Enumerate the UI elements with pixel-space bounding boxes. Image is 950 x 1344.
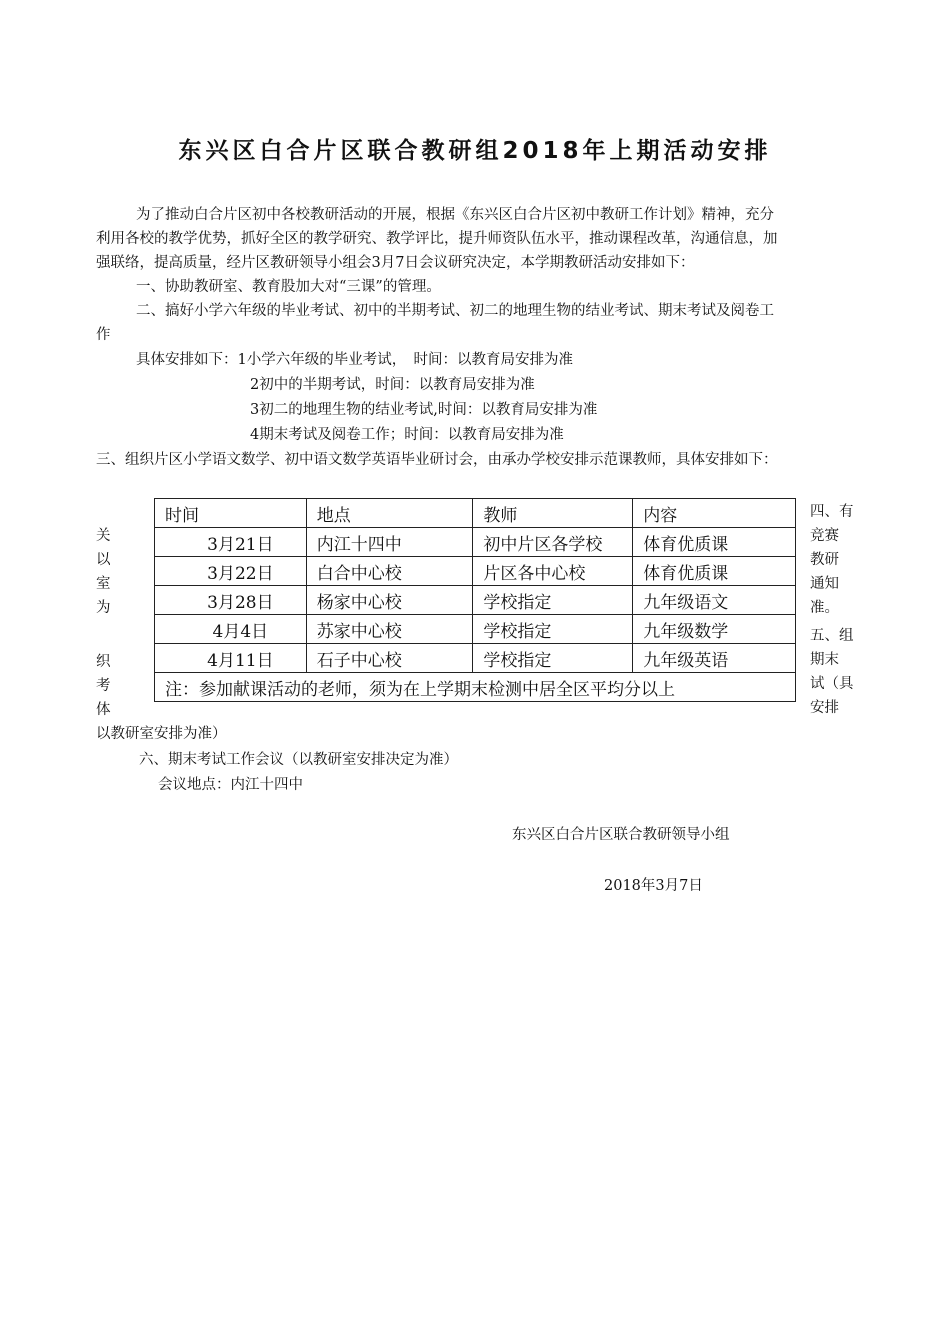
document-title: 东兴区白合片区联合教研组2018年上期活动安排 — [178, 138, 772, 164]
location-cell: 苏家中心校 — [306, 615, 473, 644]
table-header-row — [155, 499, 796, 528]
table-row — [155, 557, 796, 586]
teacher-cell: 初中片区各学校 — [473, 528, 633, 557]
teacher-cell: 学校指定 — [473, 586, 633, 615]
left-fragment: 考 — [96, 678, 111, 694]
right-fragment: 教研 — [810, 552, 839, 568]
signature: 东兴区白合片区联合教研领导小组 — [512, 827, 730, 843]
table-row — [155, 528, 796, 557]
arrangement-lead: 具体安排如下：1小学六年级的毕业考试， 时间：以教育局安排为准 — [136, 352, 573, 368]
header-cell: 内容 — [633, 499, 796, 528]
left-fragment: 以 — [96, 552, 111, 568]
date-cell: 3月21日 — [155, 528, 307, 557]
left-fragment: 关 — [96, 528, 111, 544]
content-cell: 九年级英语 — [633, 644, 796, 673]
content-cell: 体育优质课 — [633, 528, 796, 557]
intro-line-2: 利用各校的教学优势，抓好全区的教学研究、教学评比，提升师资队伍水平，推动课程改革，沟通信息，加 — [96, 231, 778, 247]
intro-line-3: 强联络，提高质量，经片区教研领导小组会3月7日会议研究决定，本学期教研活动安排如下： — [96, 255, 695, 271]
teacher-cell: 学校指定 — [473, 644, 633, 673]
right-fragment: 五、组 — [810, 628, 854, 644]
content-cell: 九年级数学 — [633, 615, 796, 644]
right-fragment: 安排 — [810, 700, 839, 716]
location-cell: 杨家中心校 — [306, 586, 473, 615]
header-cell: 教师 — [473, 499, 633, 528]
left-fragment: 为 — [96, 600, 111, 616]
left-fragment: 室 — [96, 576, 111, 592]
location-cell: 石子中心校 — [306, 644, 473, 673]
arrangement-4: 4期末考试及阅卷工作；时间：以教育局安排为准 — [250, 427, 564, 443]
intro-line-1: 为了推动白合片区初中各校教研活动的开展，根据《东兴区白合片区初中教研工作计划》精神，充分 — [136, 207, 774, 223]
teacher-cell: 片区各中心校 — [473, 557, 633, 586]
content-cell: 体育优质课 — [633, 557, 796, 586]
right-fragment: 试（具 — [810, 676, 854, 692]
date-cell: 4月11日 — [155, 644, 307, 673]
left-fragment: 体 — [96, 702, 111, 718]
table-row — [155, 644, 796, 673]
header-cell: 地点 — [306, 499, 473, 528]
meeting-location: 会议地点：内江十四中 — [158, 777, 303, 793]
teacher-cell: 学校指定 — [473, 615, 633, 644]
date: 2018年3月7日 — [604, 878, 703, 894]
date-cell: 4月4日 — [155, 615, 307, 644]
table-row — [155, 586, 796, 615]
table-row — [155, 615, 796, 644]
right-fragment: 期末 — [810, 652, 839, 668]
wrapped-line: 以教研室安排为准） — [96, 726, 227, 742]
table-note: 注：参加献课活动的老师，须为在上学期末检测中居全区平均分以上 — [155, 673, 796, 702]
right-fragment: 通知 — [810, 576, 839, 592]
item-3: 三、组织片区小学语文数学、初中语文数学英语毕业研讨会，由承办学校安排示范课教师，具体安排如下： — [96, 452, 778, 468]
location-cell: 白合中心校 — [306, 557, 473, 586]
item-2-line-2: 作 — [96, 327, 111, 343]
right-fragment: 准。 — [810, 600, 839, 616]
arrangement-3: 3初二的地理生物的结业考试,时间：以教育局安排为准 — [250, 402, 598, 418]
date-cell: 3月22日 — [155, 557, 307, 586]
item-2-line-1: 二、搞好小学六年级的毕业考试、初中的半期考试、初二的地理生物的结业考试、期末考试及阅卷工 — [136, 303, 774, 319]
table-note-row — [155, 673, 796, 702]
schedule-table — [154, 498, 796, 702]
right-fragment: 竞赛 — [810, 528, 839, 544]
content-cell: 九年级语文 — [633, 586, 796, 615]
item-1: 一、协助教研室、教育股加大对“三课”的管理。 — [136, 279, 441, 295]
right-fragment: 四、有 — [810, 504, 854, 520]
location-cell: 内江十四中 — [306, 528, 473, 557]
left-fragment: 织 — [96, 654, 111, 670]
arrangement-2: 2初中的半期考试，时间：以教育局安排为准 — [250, 377, 535, 393]
item-6: 六、期末考试工作会议（以教研室安排决定为准） — [139, 752, 458, 768]
date-cell: 3月28日 — [155, 586, 307, 615]
header-cell: 时间 — [155, 499, 307, 528]
